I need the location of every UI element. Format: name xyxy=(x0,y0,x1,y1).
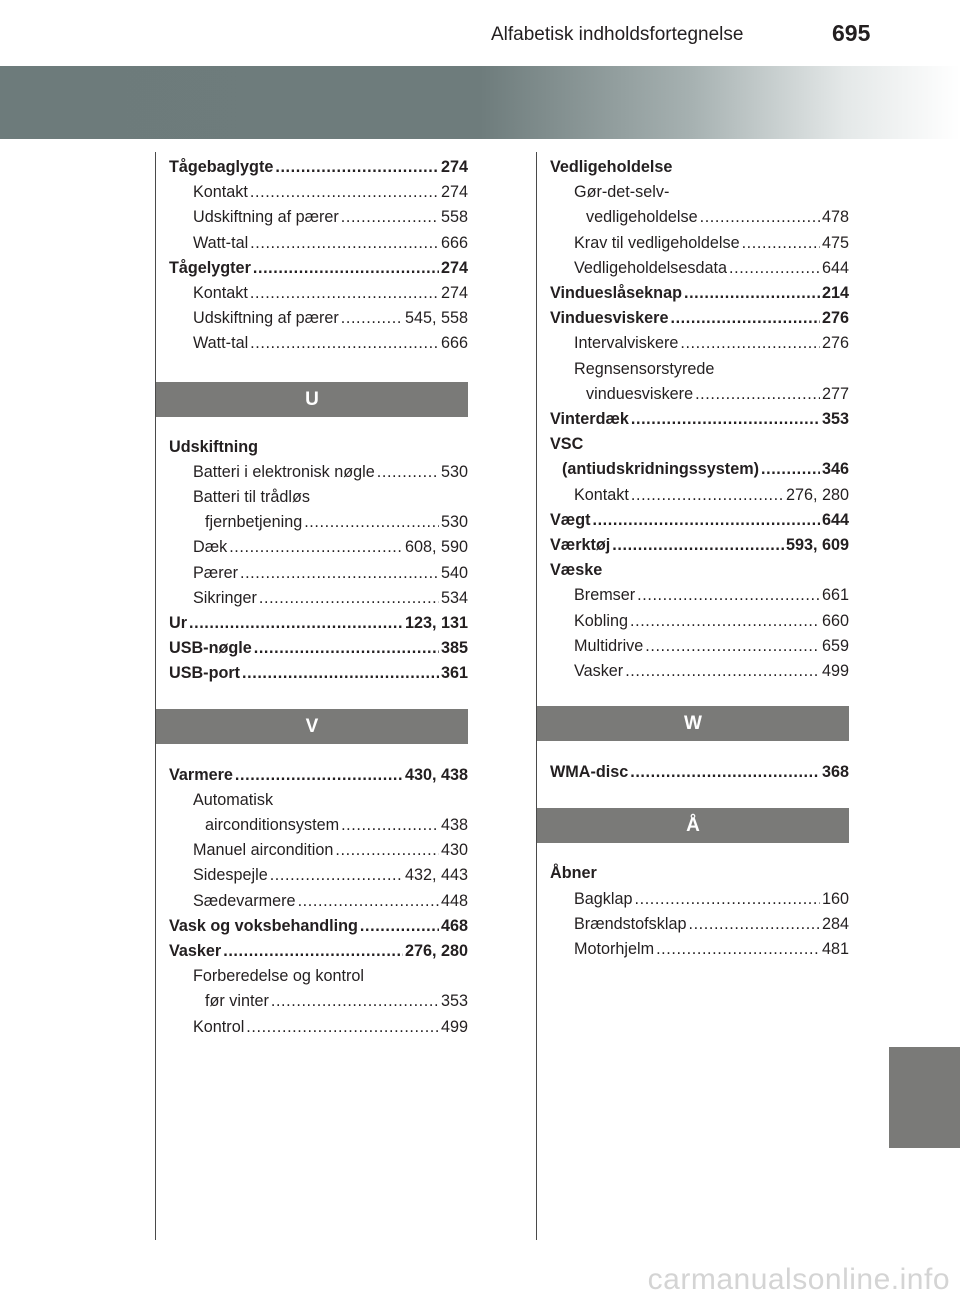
chapter-thumb-tab xyxy=(889,1047,960,1148)
index-entry: Vinterdæk ..... 353 xyxy=(537,407,849,432)
index-entry: USB-nøgle ..... 385 xyxy=(156,636,468,661)
index-subentry: Bremser ..... 661 xyxy=(537,583,849,608)
index-subentry: Vedligeholdelsesdata ..... 644 xyxy=(537,256,849,281)
section-header-aa: Å xyxy=(537,808,849,843)
index-subentry: før vinter ..... 353 xyxy=(156,989,468,1014)
index-entry: Vedligeholdelse xyxy=(550,158,673,176)
index-subentry: Sikringer ..... 534 xyxy=(156,586,468,611)
index-subentry: Motorhjelm ..... 481 xyxy=(537,937,849,962)
index-subentry: Regnsensorstyrede xyxy=(574,359,715,378)
index-subentry: Sidespejle ..... 432, 443 xyxy=(156,863,468,888)
index-entry: Tågebaglygte ..... 274 xyxy=(156,155,468,180)
index-subentry: Automatisk xyxy=(193,790,274,809)
index-subentry: Kontakt ..... 274 xyxy=(156,180,468,205)
index-entry: Vinduesviskere ..... 276 xyxy=(537,306,849,331)
index-subentry: Batteri i elektronisk nøgle ..... 530 xyxy=(156,460,468,485)
index-entry: Vask og voksbehandling ..... 468 xyxy=(156,914,468,939)
index-subentry: Kobling ..... 660 xyxy=(537,609,849,634)
index-subentry: Kontakt ..... 274 xyxy=(156,281,468,306)
index-entry: Ur ..... 123, 131 xyxy=(156,611,468,636)
index-entry: Vasker ..... 276, 280 xyxy=(156,939,468,964)
index-subentry: Udskiftning af pærer ..... 545, 558 xyxy=(156,306,468,331)
index-subentry: Kontakt ..... 276, 280 xyxy=(537,483,849,508)
index-column-left xyxy=(156,155,468,1040)
index-entry: WMA-disc ..... 368 xyxy=(537,760,849,785)
index-subentry: Gør-det-selv- xyxy=(574,183,670,202)
index-column-right xyxy=(537,155,849,962)
page-header xyxy=(0,0,960,66)
index-subentry: Forberedelse og kontrol xyxy=(193,967,364,986)
index-entry: Væske xyxy=(550,561,603,580)
index-entry: Tågelygter ..... 274 xyxy=(156,256,468,281)
index-entry: VSC xyxy=(550,435,584,454)
index-subentry: vedligeholdelse ..... 478 xyxy=(537,205,849,230)
index-entry: Vindueslåseknap ..... 214 xyxy=(537,281,849,306)
index-subentry: Intervalviskere ..... 276 xyxy=(537,331,849,356)
index-entry: Vægt ..... 644 xyxy=(537,508,849,533)
index-subentry: Watt-tal ..... 666 xyxy=(156,231,468,256)
header-title: Alfabetisk indholdsfortegnelse xyxy=(491,24,744,45)
index-entry-continuation: (antiudskridningssystem) ..... 346 xyxy=(537,457,849,482)
index-subentry: Krav til vedligeholdelse ..... 475 xyxy=(537,231,849,256)
header-banner xyxy=(0,66,960,139)
index-subentry: Dæk ..... 608, 590 xyxy=(156,535,468,560)
index-subentry: Multidrive ..... 659 xyxy=(537,634,849,659)
index-subentry: Sædevarmere ..... 448 xyxy=(156,889,468,914)
index-subentry: Brændstofsklap ..... 284 xyxy=(537,912,849,937)
index-subentry: Batteri til trådløs xyxy=(193,488,310,507)
section-header-u: U xyxy=(156,382,468,417)
page-number: 695 xyxy=(832,20,871,46)
index-subentry: Pærer ..... 540 xyxy=(156,561,468,586)
index-subentry: Udskiftning af pærer ..... 558 xyxy=(156,205,468,230)
index-entry: Åbner xyxy=(550,864,597,883)
index-subentry: airconditionsystem ..... 438 xyxy=(156,813,468,838)
index-entry: Varmere ..... 430, 438 xyxy=(156,763,468,788)
index-entry: Værktøj ..... 593, 609 xyxy=(537,533,849,558)
index-entry: Udskiftning xyxy=(169,437,259,456)
watermark: carmanualsonline.info xyxy=(647,1263,950,1296)
index-subentry: Vasker ..... 499 xyxy=(537,659,849,684)
index-subentry: Manuel aircondition ..... 430 xyxy=(156,838,468,863)
index-subentry: fjernbetjening ..... 530 xyxy=(156,510,468,535)
index-subentry: vinduesviskere ..... 277 xyxy=(537,382,849,407)
section-header-v: V xyxy=(156,709,468,744)
index-entry: USB-port ..... 361 xyxy=(156,661,468,686)
index-subentry: Bagklap ..... 160 xyxy=(537,887,849,912)
section-header-w: W xyxy=(537,706,849,741)
index-subentry: Kontrol ..... 499 xyxy=(156,1015,468,1040)
index-subentry: Watt-tal ..... 666 xyxy=(156,331,468,356)
